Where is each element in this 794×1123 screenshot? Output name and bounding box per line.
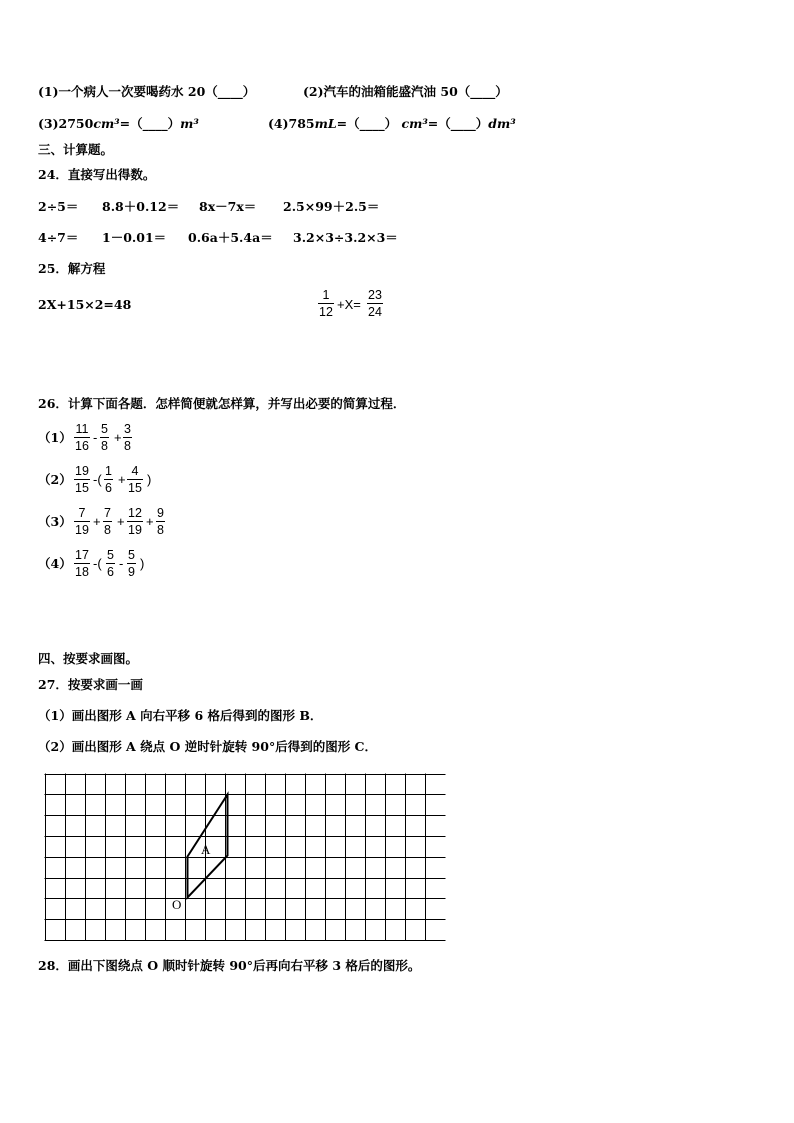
q26-item-3-operator-1: + <box>93 514 101 529</box>
q26-item-2-operator-2: + <box>118 472 126 487</box>
q26-item-2-operator-1: -( <box>93 472 102 487</box>
q24-r2-c2: 1－0.01＝ <box>102 230 167 245</box>
q26-item-4-close-paren: ) <box>140 556 145 571</box>
q24-r1-c3: 8x－7x＝ <box>199 199 257 214</box>
fraction-numerator: 5 <box>101 422 108 436</box>
fraction-numerator: 11 <box>75 422 89 436</box>
q23-item-3-unit-2: m³ <box>180 116 199 131</box>
q26-item-3-fraction-4 <box>156 506 165 537</box>
q26-item-4-fraction-1 <box>74 548 90 579</box>
drawing-grid[interactable] <box>44 773 446 941</box>
q26-item-1-fraction-3 <box>123 422 132 453</box>
q26-item-3-operator-2: + <box>117 514 125 529</box>
fraction-numerator: 4 <box>131 464 139 478</box>
q26-item-1-fraction-1 <box>74 422 90 453</box>
shape-a-label: A <box>201 842 211 857</box>
q23-item-3 <box>38 116 199 132</box>
q25-fraction-b <box>367 288 383 319</box>
fraction-denominator: 8 <box>157 523 164 537</box>
section-4-heading: 四、按要求画图。 <box>38 651 139 666</box>
q24-r2-c4: 3.2×3÷3.2×3＝ <box>293 230 398 245</box>
fraction-numerator: 17 <box>75 548 89 562</box>
q27-title: 27．按要求画一画 <box>38 677 143 692</box>
q24-r2-c3: 0.6a＋5.4a＝ <box>188 230 273 245</box>
q26-item-3-label: （3） <box>38 514 72 529</box>
q23-item-4-blank-2: =（____） <box>427 116 489 131</box>
fraction-numerator: 19 <box>75 464 89 478</box>
point-o-label: O <box>172 897 182 912</box>
q26-item-2-fraction-2 <box>104 464 113 495</box>
fraction-denominator: 8 <box>104 523 111 537</box>
q27-sub-1: （1）画出图形 A 向右平移 6 格后得到的图形 B． <box>38 708 323 723</box>
q26-item-2-close-paren: ) <box>147 472 152 487</box>
q26-item-2-fraction-3 <box>127 464 143 495</box>
q26-item-4-operator-2: - <box>119 556 124 571</box>
q23-item-4-unit-1: mL <box>314 116 337 131</box>
q23-item-4 <box>268 116 516 132</box>
q23-item-4-prefix: (4)785 <box>268 116 315 131</box>
fraction-denominator: 18 <box>75 565 89 579</box>
q27-sub-2: （2）画出图形 A 绕点 O 逆时针旋转 90°后得到的图形 C． <box>38 739 377 754</box>
q25-fraction-a-numerator: 1 <box>322 288 330 302</box>
fraction-numerator: 5 <box>128 548 135 562</box>
q24-r1-c1: 2÷5＝ <box>38 199 79 214</box>
q28-title: 28．画出下图绕点 O 顺时针旋转 90°后再向右平移 3 格后的图形。 <box>38 958 421 973</box>
q26-title: 26．计算下面各题．怎样简便就怎样算，并写出必要的简算过程． <box>38 396 406 411</box>
q23-item-1: (1)一个病人一次要喝药水 20（____） <box>38 84 256 99</box>
q25-title: 25．解方程 <box>38 261 106 276</box>
fraction-denominator: 8 <box>124 439 131 453</box>
fraction-numerator: 9 <box>157 506 164 520</box>
fraction-numerator: 3 <box>124 422 131 436</box>
fraction-numerator: 5 <box>107 548 114 562</box>
q26-item-3-fraction-3 <box>127 506 143 537</box>
q25-fraction-b-numerator: 23 <box>368 288 382 302</box>
fraction-denominator: 16 <box>75 439 89 453</box>
q25-equation-2-middle: +X= <box>337 297 361 312</box>
q26-item-1-operator-1: - <box>93 430 98 445</box>
q26-item-2-label: （2） <box>38 472 72 487</box>
fraction-numerator: 1 <box>105 464 112 478</box>
fraction-denominator: 19 <box>128 523 142 537</box>
fraction-numerator: 7 <box>78 506 86 520</box>
q26-item-4-label: （4） <box>38 556 72 571</box>
q26-item-3-fraction-1 <box>74 506 90 537</box>
q23-item-3-prefix: (3)2750 <box>38 116 94 131</box>
q25-fraction-b-denominator: 24 <box>368 305 382 319</box>
q26-item-4-fraction-2 <box>106 548 115 579</box>
fraction-denominator: 9 <box>128 565 135 579</box>
q26-item-3-operator-3: + <box>146 514 154 529</box>
q26-item-4-fraction-3 <box>127 548 136 579</box>
q23-item-3-blank: =（____） <box>119 116 181 131</box>
q23-item-2: (2)汽车的油箱能盛汽油 50（____） <box>303 84 508 99</box>
q25-fraction-a <box>318 288 334 319</box>
q24-title: 24．直接写出得数。 <box>38 167 156 182</box>
fraction-denominator: 19 <box>75 523 89 537</box>
fraction-denominator: 6 <box>107 565 114 579</box>
q24-r2-c1: 4÷7＝ <box>38 230 79 245</box>
q26-item-2-fraction-1 <box>74 464 90 495</box>
section-3-heading: 三、计算题。 <box>38 142 114 157</box>
q26-item-1-fraction-2 <box>100 422 109 453</box>
fraction-denominator: 8 <box>101 439 108 453</box>
q25-fraction-a-denominator: 12 <box>319 305 333 319</box>
q26-item-1-operator-2: + <box>114 430 122 445</box>
fraction-denominator: 15 <box>75 481 89 495</box>
q26-item-1-label: （1） <box>38 430 72 445</box>
q25-equation-1: 2X+15×2=48 <box>38 297 132 312</box>
fraction-numerator: 7 <box>104 506 111 520</box>
q24-r1-c2: 8.8＋0.12＝ <box>102 199 180 214</box>
q23-item-4-unit-2: cm³ <box>401 116 428 131</box>
q26-item-3-fraction-2 <box>103 506 112 537</box>
fraction-numerator: 12 <box>128 506 142 520</box>
q24-r1-c4: 2.5×99＋2.5＝ <box>283 199 380 214</box>
fraction-denominator: 6 <box>105 481 112 495</box>
fraction-denominator: 15 <box>128 481 142 495</box>
q23-item-4-unit-3: dm³ <box>488 116 516 131</box>
q23-item-3-unit-1: cm³ <box>93 116 120 131</box>
q23-item-4-blank-1: =（____） <box>336 116 398 131</box>
q26-item-4-operator-1: -( <box>93 556 102 571</box>
